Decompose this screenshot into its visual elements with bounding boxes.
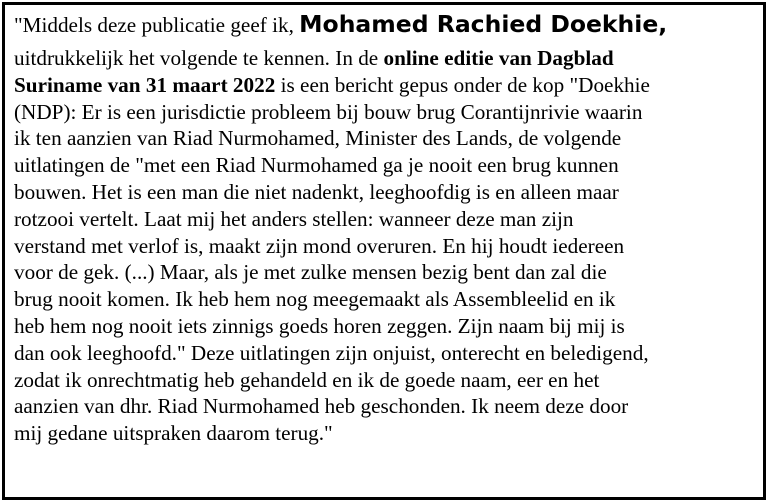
notice-line-5: ik ten aanzien van Riad Nurmohamed, Minister des Lands, de volgende	[14, 126, 622, 151]
notice-line-1	[14, 11, 760, 45]
notice-line-13: dan ook leeghoofd." Deze uitlatingen zijn onjuist, onterecht en beledigend,	[14, 340, 649, 365]
notice-line-12: heb hem nog nooit iets zinnigs goeds horen zeggen. Zijn naam bij mij is	[14, 313, 625, 338]
declarant-name: Mohamed Rachied Doekhie,	[299, 10, 668, 38]
publication-reference: online editie van Dagblad	[383, 46, 614, 70]
publication-date-reference: Suriname van 31 maart 2022	[14, 72, 276, 97]
notice-line-2	[14, 45, 760, 72]
notice-line-6: uitlatingen de "met een Riad Nurmohamed ga je nooit een brug kunnen	[14, 153, 619, 178]
notice-line-8: rotzooi vertelt. Laat mij het anders stellen: wanneer deze man zijn	[14, 206, 574, 231]
notice-line-7: bouwen. Het is een man die niet nadenkt, leeghoofdig is en alleen maar	[14, 179, 619, 204]
notice-line-11: brug nooit komen. Ik heb hem nog meegemaakt als Assembleelid en ik	[14, 287, 616, 312]
notice-text: uitdrukkelijk het volgende te kennen. In de	[14, 46, 384, 70]
notice-line-3	[14, 72, 760, 99]
notice-line-14: zodat ik onrechtmatig heb gehandeld en ik de goede naam, eer en het	[14, 367, 600, 392]
notice-line-4: (NDP): Er is een jurisdictie probleem bij bouw brug Corantijnrivie waarin	[14, 99, 643, 124]
notice-line-15: aanzien van dhr. Riad Nurmohamed heb geschonden. Ik neem deze door	[14, 394, 629, 419]
notice-line-9: verstand met verlof is, maakt zijn mond overuren. En hij houdt iedereen	[14, 233, 625, 258]
notice-text: "Middels deze publicatie geef ik,	[14, 13, 300, 37]
notice-text: is een bericht gepus onder de kop "Doekhie	[275, 72, 650, 97]
notice-line-16: mij gedane uitspraken daarom terug."	[14, 421, 333, 446]
notice-line-10: voor de gek. (...) Maar, als je met zulke mensen bezig bent dan zal die	[14, 260, 607, 285]
notice-border-box	[2, 2, 766, 500]
rectification-notice	[14, 11, 760, 447]
